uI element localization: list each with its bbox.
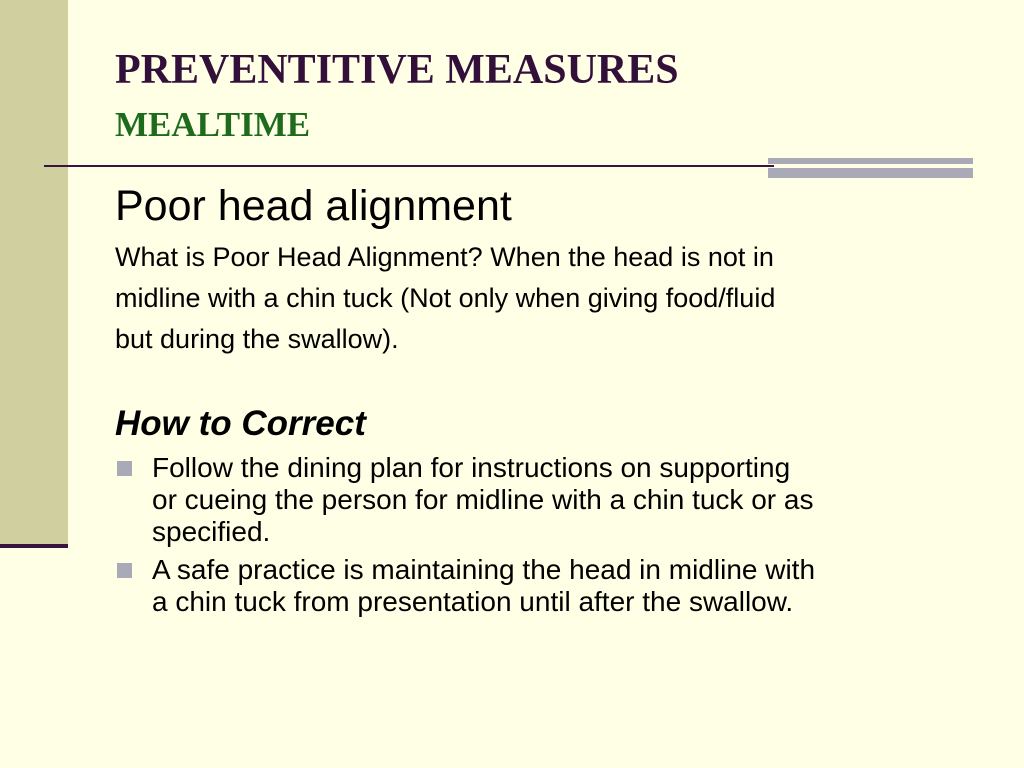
bullet-item — [115, 554, 995, 618]
definition-paragraph — [115, 237, 995, 360]
bullet-line: a chin tuck from presentation until after the swallow. — [152, 586, 794, 617]
title-divider — [44, 165, 774, 167]
paragraph-line: What is Poor Head Alignment? When the head is not in — [115, 242, 774, 272]
divider-accent-bottom — [768, 168, 973, 178]
square-bullet-icon — [117, 563, 132, 578]
bullet-line: Follow the dining plan for instructions on supporting — [152, 452, 791, 483]
paragraph-line: but during the swallow). — [115, 324, 399, 354]
square-bullet-icon — [117, 461, 132, 476]
divider-accent-top — [768, 158, 973, 164]
left-bar-underline — [0, 544, 68, 548]
bullet-line: A safe practice is maintaining the head in midline with — [152, 554, 816, 585]
slide-subtitle: MEALTIME — [115, 105, 311, 144]
section-heading: Poor head alignment — [115, 182, 512, 230]
bullet-line: or cueing the person for midline with a chin tuck or as — [152, 484, 814, 515]
bullet-line: specified. — [152, 516, 271, 547]
paragraph-line: midline with a chin tuck (Not only when giving food/fluid — [115, 283, 776, 313]
correction-bullet-list — [115, 452, 995, 624]
bullet-item — [115, 452, 995, 548]
how-to-correct-heading: How to Correct — [115, 404, 366, 443]
left-decorative-bar — [0, 0, 68, 545]
slide-title: PREVENTITIVE MEASURES — [115, 47, 679, 93]
